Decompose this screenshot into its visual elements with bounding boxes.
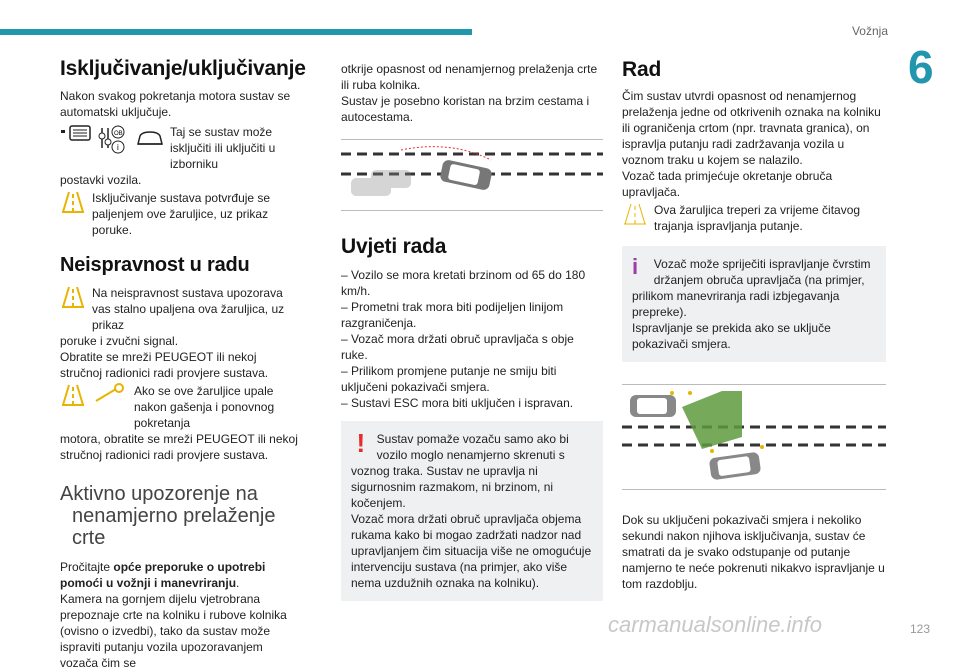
heading-conditions: Uvjeti rada: [341, 235, 447, 258]
list-item: – Sustavi ESC mora biti uključen i ispravan.: [341, 396, 574, 410]
para-operation: Čim sustav utvrdi opasnost od nenamjernog prelaženja jedne od otkrivenih oznaka na kolniku ili ograničenja crtom (npr. travnata granica), on ispravlja putanju radi zadržavanja vozila u voznom traku u kojem se nalazilo.: [622, 89, 881, 167]
lane-warning-lamp-icon: [60, 190, 86, 219]
para-detection: otkrije opasnost od nenamjernog prelaženja crte ili ruba kolnika.: [341, 62, 598, 92]
lane-warning-lamp-outline-icon: [622, 202, 648, 231]
info-text-2: Ispravljanje se prekida ako se uključe pokazivači smjera.: [632, 321, 831, 351]
para-lamps-after-restart: Ako se ove žaruljice upale nakon gašenja i ponovnog pokretanja: [134, 384, 275, 430]
warning-text: Sustav pomaže vozaču samo ako bi vozilo moglo nenamjerno skrenuti s: [376, 432, 569, 462]
list-item: – Vozač mora držati obruč upravljača s obje ruke.: [341, 332, 574, 362]
para-lamp-flashes: Ova žaruljica treperi za vrijeme čitavog trajanja ispravljanja putanje.: [654, 203, 861, 233]
para-camera: Kamera na gornjem dijelu vjetrobrana prepoznaje crte na kolniku i rubove kolnika (ovisno o izvedbi), tako da sustav može ispraviti putanju vozila upozoravanjem vozača čim se: [60, 592, 287, 670]
warning-exclamation-icon: !: [356, 428, 366, 458]
chapter-number: 6: [908, 41, 934, 93]
para-highways: Sustav je posebno koristan na brzim cestama i autocestama.: [341, 94, 590, 124]
para-read-recommendations: [60, 559, 298, 591]
service-wrench-icon: [92, 383, 128, 410]
column-1: [60, 55, 306, 671]
menu-icons: [60, 124, 164, 154]
para-malfunction-cont: poruke i zvučni signal.: [60, 334, 179, 348]
para-menu-cont: postavki vozila.: [60, 173, 142, 187]
lane-departure-illustration: [341, 139, 603, 211]
section-heading-line1: Aktivno upozorenje na: [60, 483, 258, 505]
list-item: – Prilikom promjene putanje ne smiju biti uključeni pokazivači smjera.: [341, 364, 557, 394]
conditions-list: [341, 267, 603, 411]
info-text: Vozač može spriječiti ispravljanje čvrstim držanjem obruča upravljača (na primjer,: [653, 257, 871, 287]
heading-malfunction: Neispravnost u radu: [60, 254, 250, 276]
section-title-block: [60, 483, 298, 549]
info-box: [622, 246, 886, 362]
warning-text-cont: voznog traka. Sustav ne upravlja ni sigurnosnim razmakom, ni brzinom, ni kočenjem.: [351, 464, 554, 510]
column-3: [622, 55, 886, 592]
heading-operation: Rad: [622, 58, 662, 81]
svg-text:i: i: [117, 143, 119, 152]
steering-correction-illustration: [622, 384, 886, 490]
heading-disable-enable: Isključivanje/uključivanje: [60, 57, 306, 80]
section-title: Vožnja: [851, 24, 888, 38]
header-bar: [0, 29, 472, 35]
svg-text:OB: OB: [114, 131, 123, 137]
para-disable-confirm: Isključivanje sustava potvrđuje se paljenjem ove žaruljice, uz prikaz poruke.: [92, 191, 271, 237]
lane-warning-lamp-icon: [60, 285, 86, 314]
watermark: carmanualsonline.info: [608, 612, 823, 637]
list-item: – Vozilo se mora kretati brzinom od 65 do 180 km/h.: [341, 268, 586, 298]
section-heading-line2: nenamjerno prelaženje: [72, 505, 276, 527]
read-prefix: Pročitajte: [60, 560, 114, 574]
para-lamps-cont: motora, obratite se mreži PEUGEOT ili nekoj stručnoj radionici radi provjere sustava.: [60, 432, 298, 462]
para-auto-enable: Nakon svakog pokretanja motora sustav se automatski uključuje.: [60, 89, 291, 119]
warning-box: [341, 421, 603, 601]
lane-warning-lamp-icon: [60, 383, 86, 412]
para-steering: Vozač tada primjećuje okretanje obruča upravljača.: [622, 169, 833, 199]
list-item: – Prometni trak mora biti podijeljen linijom razgraničenja.: [341, 300, 564, 330]
read-suffix: .: [236, 576, 240, 590]
section-heading-line3: crte: [72, 527, 106, 549]
para-indicators: Dok su uključeni pokazivači smjera i nekoliko sekundi nakon njihova isključivanja, sustav će smatrati da je svako odstupanje od putanje namjerno te neće pokrenuti nikakvo ispravljanje u tom razdoblju.: [622, 513, 885, 591]
para-menu: Taj se sustav može isključiti ili uključiti u izborniku: [170, 125, 276, 171]
page-number: 123: [909, 622, 930, 636]
read-link: opće preporuke o upotrebi pomoći u vožnji i manevriranju: [60, 560, 266, 590]
warning-text-2: Vozač mora držati obruč upravljača objema rukama kako bi mogao zadržati nadzor nad upravljanjem čim situacija više ne omogućuje intervenciju sustava (na primjer, ako više nema uzdužnih oznaka na kolniku).: [351, 512, 592, 590]
para-contact-dealer: Obratite se mreži PEUGEOT ili nekoj stručnoj radionici radi provjere sustava.: [60, 350, 269, 380]
column-2: [341, 61, 603, 601]
para-malfunction: Na neispravnost sustava upozorava vas stalno upaljena ova žaruljica, uz prikaz: [92, 286, 285, 332]
info-text-cont: prilikom manevriranja radi izbjegavanja prepreke).: [632, 289, 840, 319]
info-icon: i: [632, 254, 639, 279]
